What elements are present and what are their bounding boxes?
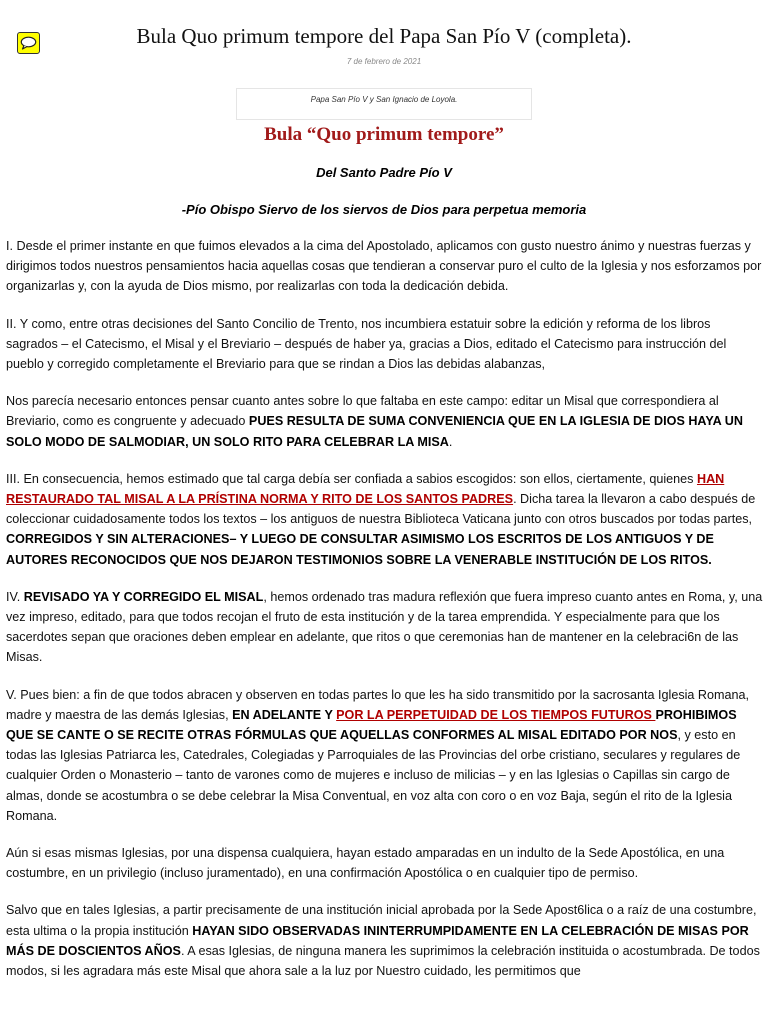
- paragraph-text: IV.: [6, 589, 24, 604]
- paragraph-2: [6, 314, 764, 375]
- paragraph-text: Salvo que en tales Iglesias, a partir precisamente de una institución inicial aprobada por la Sede Apost6lica o a raíz de una costumbre, esta ultima o la propia institución: [6, 903, 757, 938]
- paragraph-text: V. Pues bien: a fin de que todos abracen y observen en todas partes lo que les ha sido transmitido por la sacrosanta Iglesia Romana, madre y maestra de las demás Iglesias,: [6, 687, 750, 722]
- paragraph-1: [6, 236, 764, 297]
- document-subheading-author: Del Santo Padre Pío V: [316, 165, 452, 180]
- restored-missal-link[interactable]: HAN RESTAURADO TAL MISAL A LA PRÍSTINA NORMA Y RITO DE LOS SANTOS PADRES: [6, 471, 725, 507]
- image-caption: Papa San Pío V y San Ignacio de Loyola.: [310, 95, 458, 104]
- paragraph-text: Nos parecía necesario entonces pensar cuanto antes sobre lo que faltaba en este campo: editar un Misal que correspondiera al Breviario, como es congruente y adecuado: [6, 394, 719, 429]
- paragraph-text: Aún si esas mismas Iglesias, por una dispensa cualquiera, hayan estado amparadas en un indulto de la Sede Apostólica, en una costumbre, en un privilegio (incluso juramentado), en una confirmación Apostólica o en cualquier tipo de permiso.: [6, 846, 725, 881]
- emphasis-text: EN ADELANTE Y: [232, 707, 337, 722]
- paragraph-text: , hemos ordenado tras madura reflexión que fuera impreso cuanto antes en Roma, y, una vez impreso, editado, para que todos recojan el fruto de esta institución y de la tarea emprendida. Y especialmente para que los sacerdotes sepan que oraciones deben emplear en adelante, que ritos o que ceremonias han de mantener en la celebraci6n de las Misas.: [6, 589, 763, 665]
- paragraph-text: II. Y como, entre otras decisiones del Santo Concilio de Trento, nos incumbiera estatuir sobre la edición y reforma de los libros sagrados – el Catecismo, el Misal y el Breviario – después de haber ya, gracias a Dios, editado el Catecismo para instrucción del pueblo y corregido completamente el Breviario para que se rindan a Dios las debidas alabanzas,: [6, 316, 727, 372]
- paragraph-5: [6, 587, 764, 668]
- document-subheading-salutation: -Pío Obispo Siervo de los siervos de Dios para perpetua memoria: [181, 202, 587, 217]
- paragraph-text: , y esto en todas las Iglesias Patriarca les, Catedrales, Colegiadas y Parroquiales de las Provincias del orbe cristiano, seculares y regulares de cualquier Orden o Monasterio – tanto de varones como de mujeres e incluso de milicias – y en las Iglesias o Capillas sin cargo de almas, donde se acostumbra o se debe celebrar la Misa Conventual, en voz alta con coro o en voz Baja, según el rito de la Iglesia Romana.: [6, 728, 741, 823]
- paragraph-7: [6, 843, 764, 883]
- emphasis-text: HAYAN SIDO OBSERVADAS ININTERRUMPIDAMENTE EN LA CELEBRACIÓN DE MISAS POR MÁS DE DOSCIENTOS AÑOS: [6, 923, 749, 958]
- paragraph-8: [6, 900, 764, 981]
- paragraph-3: [6, 391, 764, 452]
- page-title: Bula Quo primum tempore del Papa San Pío V (completa).: [136, 24, 632, 48]
- paragraph-text: III. En consecuencia, hemos estimado que tal carga debía ser confiada a sabios escogidos: son ellos, ciertamente, quienes: [6, 471, 697, 486]
- emphasis-text: CORREGIDOS Y SIN ALTERACIONES– Y LUEGO DE CONSULTAR ASIMISMO LOS ESCRITOS DE LOS ANTIGUOS Y DE AUTORES RECONOCIDOS QUE NOS DEJARON TESTIMONIOS SOBRE LA VENERABLE INSTITUCIÓN DE LOS RITOS.: [6, 532, 714, 567]
- image-caption-box: [236, 88, 532, 120]
- paragraph-text: . A esas Iglesias, de ninguna manera les suprimimos la celebración instituida o acostumbrada. De todos modos, si les agradara más este Misal que ahora sale a la luz por Nuestro cuidado, les permitimos que: [6, 943, 760, 979]
- paragraph-text: I. Desde el primer instante en que fuimos elevados a la cima del Apostolado, aplicamos con gusto nuestro ánimo y nuestras fuerzas y dirigimos todos nuestros pensamientos hacia aquellas cosas que tendieran a conservar puro el culto de la Iglesia y nos esforzamos por organizarlas y, con la ayuda de Dios mismo, por realizarlas con toda la dedicación debida.: [6, 239, 762, 294]
- emphasis-text: PUES RESULTA DE SUMA CONVENIENCIA QUE EN LA IGLESIA DE DIOS HAYA UN SOLO MODO DE SALMODIAR, UN SOLO RITO PARA CELEBRAR LA MISA: [6, 414, 743, 449]
- paragraph-text: .: [448, 434, 453, 449]
- document-heading: Bula “Quo primum tempore”: [264, 124, 504, 145]
- emphasis-text: PROHIBIMOS QUE SE CANTE O SE RECITE OTRAS FÓRMULAS QUE AQUELLAS CONFORMES AL MISAL EDITADO POR NOS: [6, 707, 737, 743]
- publish-date: 7 de febrero de 2021: [346, 57, 422, 66]
- document-body: [6, 236, 764, 998]
- paragraph-6: [6, 685, 764, 826]
- paragraph-text: . Dicha tarea la llevaron a cabo después de coleccionar cuidadosamente todos los textos – los antiguos de nuestra Biblioteca Vaticana junto con otros buscados por todas partes,: [6, 492, 756, 527]
- perpetuity-link[interactable]: POR LA PERPETUIDAD DE LOS TIEMPOS FUTUROS: [336, 707, 656, 722]
- emphasis-text: REVISADO YA Y CORREGIDO EL MISAL: [23, 589, 264, 604]
- paragraph-4: [6, 469, 764, 570]
